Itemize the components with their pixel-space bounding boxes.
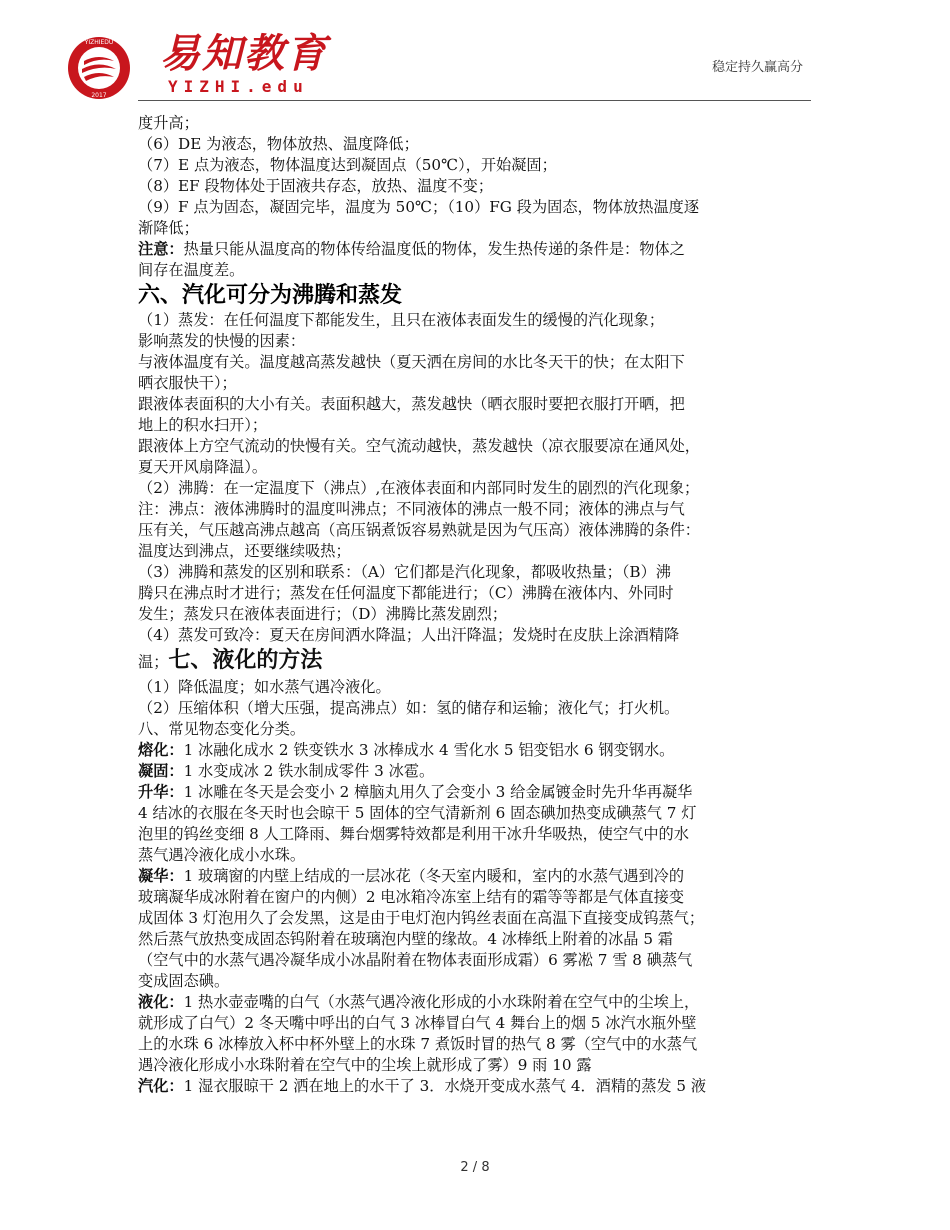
category-text: 1 玻璃窗的内壁上结成的一层冰花（冬天室内暖和，室内的水蒸气遇到冷的 xyxy=(183,867,685,885)
category-line xyxy=(138,992,818,1013)
text-line: 跟液体表面积的大小有关。表面积越大，蒸发越快（晒衣服时要把衣服打开晒，把 xyxy=(138,395,685,413)
text-line: （2）压缩体积（增大压强，提高沸点）如：氢的储存和运输；液化气；打火机。 xyxy=(138,699,680,717)
text-line: 晒衣服快干）； xyxy=(138,374,237,392)
category-line xyxy=(138,740,818,761)
text-line: 发生；蒸发只在液体表面进行；（D）沸腾比蒸发剧烈； xyxy=(138,605,508,623)
text-line: 与液体温度有关。温度越高蒸发越快（夏天洒在房间的水比冬天干的快；在太阳下 xyxy=(138,353,685,371)
page-number: 2 / 8 xyxy=(460,1160,490,1175)
text-line: 夏天开风扇降温）。 xyxy=(138,458,268,476)
category-label: 液化： xyxy=(138,993,184,1011)
text-line: 就形成了白气）2 冬天嘴中呼出的白气 3 冰棒冒白气 4 舞台上的烟 5 冰汽水瓶外壁 xyxy=(138,1014,697,1032)
text-line: （7）E 点为液态，物体温度达到凝固点（50℃），开始凝固； xyxy=(138,156,557,174)
document-body xyxy=(138,113,818,1097)
text-line: 变成固态碘。 xyxy=(138,972,230,990)
section-heading-6: 六、汽化可分为沸腾和蒸发 xyxy=(138,283,403,308)
text-line: 八、常见物态变化分类。 xyxy=(138,720,306,738)
section-heading-7: 七、液化的方法 xyxy=(168,648,323,673)
note-line xyxy=(138,239,818,260)
text-line: 跟液体上方空气流动的快慢有关。空气流动越快，蒸发越快（凉衣服要凉在通风处， xyxy=(138,437,700,455)
brand-name-en: YIZHI.edu xyxy=(168,77,309,96)
note-text: 热量只能从温度高的物体传给温度低的物体，发生热传递的条件是：物体之 xyxy=(183,240,685,258)
text-line: （2）沸腾：在一定温度下（沸点）,在液体表面和内部同时发生的剧烈的汽化现象； xyxy=(138,479,700,497)
text-line-with-heading xyxy=(138,646,818,677)
category-label: 升华： xyxy=(138,783,184,801)
category-label: 凝固： xyxy=(138,762,184,780)
text-line: 泡里的钨丝变细 8 人工降雨、舞台烟雾特效都是利用干冰升华吸热，使空气中的水 xyxy=(138,825,689,843)
text-line: （4）蒸发可致冷：夏天在房间洒水降温；人出汗降温；发烧时在皮肤上涂酒精降 xyxy=(138,626,680,644)
category-line xyxy=(138,761,818,782)
note-label: 注意： xyxy=(138,240,184,258)
text-line: （3）沸腾和蒸发的区别和联系：（A）它们都是汽化现象，都吸收热量；（B）沸 xyxy=(138,563,671,581)
category-text: 1 冰雕在冬天是会变小 2 樟脑丸用久了会变小 3 给金属镀金时先升华再凝华 xyxy=(183,783,693,801)
text-line: 度升高； xyxy=(138,114,199,132)
category-label: 凝华： xyxy=(138,867,184,885)
category-label: 熔化： xyxy=(138,741,184,759)
category-text: 1 热水壶壶嘴的白气（水蒸气遇冷液化形成的小水珠附着在空气中的尘埃上， xyxy=(183,993,700,1011)
text-line: 渐降低； xyxy=(138,219,199,237)
text-line: 蒸气遇冷液化成小水珠。 xyxy=(138,846,306,864)
yizhi-logo-seal-icon xyxy=(66,35,132,101)
category-text: 1 湿衣服晾干 2 洒在地上的水干了 3．水烧开变成水蒸气 4．酒精的蒸发 5 液 xyxy=(183,1077,707,1095)
text-line: 腾只在沸点时才进行；蒸发在任何温度下都能进行；（C）沸腾在液体内、外同时 xyxy=(138,584,674,602)
text-line: （空气中的水蒸气遇冷凝华成小冰晶附着在物体表面形成霜）6 雾凇 7 雪 8 碘蒸气 xyxy=(138,951,693,969)
category-text: 1 水变成冰 2 铁水制成零件 3 冰雹。 xyxy=(183,762,435,780)
category-label: 汽化： xyxy=(138,1077,184,1095)
text-line: 遇冷液化形成小水珠附着在空气中的尘埃上就形成了雾）9 雨 10 露 xyxy=(138,1056,592,1074)
text-line: （9）F 点为固态，凝固完毕，温度为 50℃；（10）FG 段为固态，物体放热温度逐 xyxy=(138,198,700,216)
category-line xyxy=(138,1076,818,1097)
text-line: 成固体 3 灯泡用久了会发黑，这是由于电灯泡内钨丝表面在高温下直接变成钨蒸气； xyxy=(138,909,705,927)
text-fragment: 温； xyxy=(138,653,169,671)
text-line: （1）蒸发：在任何温度下都能发生，且只在液体表面发生的缓慢的汽化现象； xyxy=(138,311,665,329)
text-line: 然后蒸气放热变成固态钨附着在玻璃泡内壁的缘故。4 冰棒纸上附着的冰晶 5 霜 xyxy=(138,930,673,948)
category-text: 1 冰融化成水 2 铁变铁水 3 冰棒成水 4 雪化水 5 铝变铝水 6 钢变钢水。 xyxy=(183,741,675,759)
brand-name-cn: 易知教育 xyxy=(160,31,328,77)
page-header xyxy=(0,0,950,102)
category-line xyxy=(138,782,818,803)
text-line: （1）降低温度；如水蒸气遇冷液化。 xyxy=(138,678,391,696)
text-line: （6）DE 为液态，物体放热、温度降低； xyxy=(138,135,419,153)
text-line: 4 结冰的衣服在冬天时也会晾干 5 固体的空气清新剂 6 固态碘加热变成碘蒸气 7 灯 xyxy=(138,804,697,822)
text-line: 玻璃凝华成冰附着在窗户的内侧）2 电冰箱冷冻室上结有的霜等等都是气体直接变 xyxy=(138,888,685,906)
text-line: 地上的积水扫开）； xyxy=(138,416,268,434)
text-line: 注：沸点：液体沸腾时的温度叫沸点；不同液体的沸点一般不同；液体的沸点与气 xyxy=(138,500,685,518)
text-line: 间存在温度差。 xyxy=(138,261,245,279)
category-line xyxy=(138,866,818,887)
text-line: 压有关，气压越高沸点越高（高压锅煮饭容易熟就是因为气压高）液体沸腾的条件： xyxy=(138,521,700,539)
text-line: 影响蒸发的快慢的因素： xyxy=(138,332,306,350)
text-line: （8）EF 段物体处于固液共存态，放热、温度不变； xyxy=(138,177,494,195)
header-divider xyxy=(138,100,811,101)
header-slogan: 稳定持久赢高分 xyxy=(712,60,804,75)
text-line: 温度达到沸点，还要继续吸热； xyxy=(138,542,351,560)
text-line: 上的水珠 6 冰棒放入杯中杯外壁上的水珠 7 煮饭时冒的热气 8 雾（空气中的水蒸气 xyxy=(138,1035,698,1053)
svg-text:YIZHIEDU: YIZHIEDU xyxy=(84,39,114,46)
svg-text:2017: 2017 xyxy=(91,92,107,99)
